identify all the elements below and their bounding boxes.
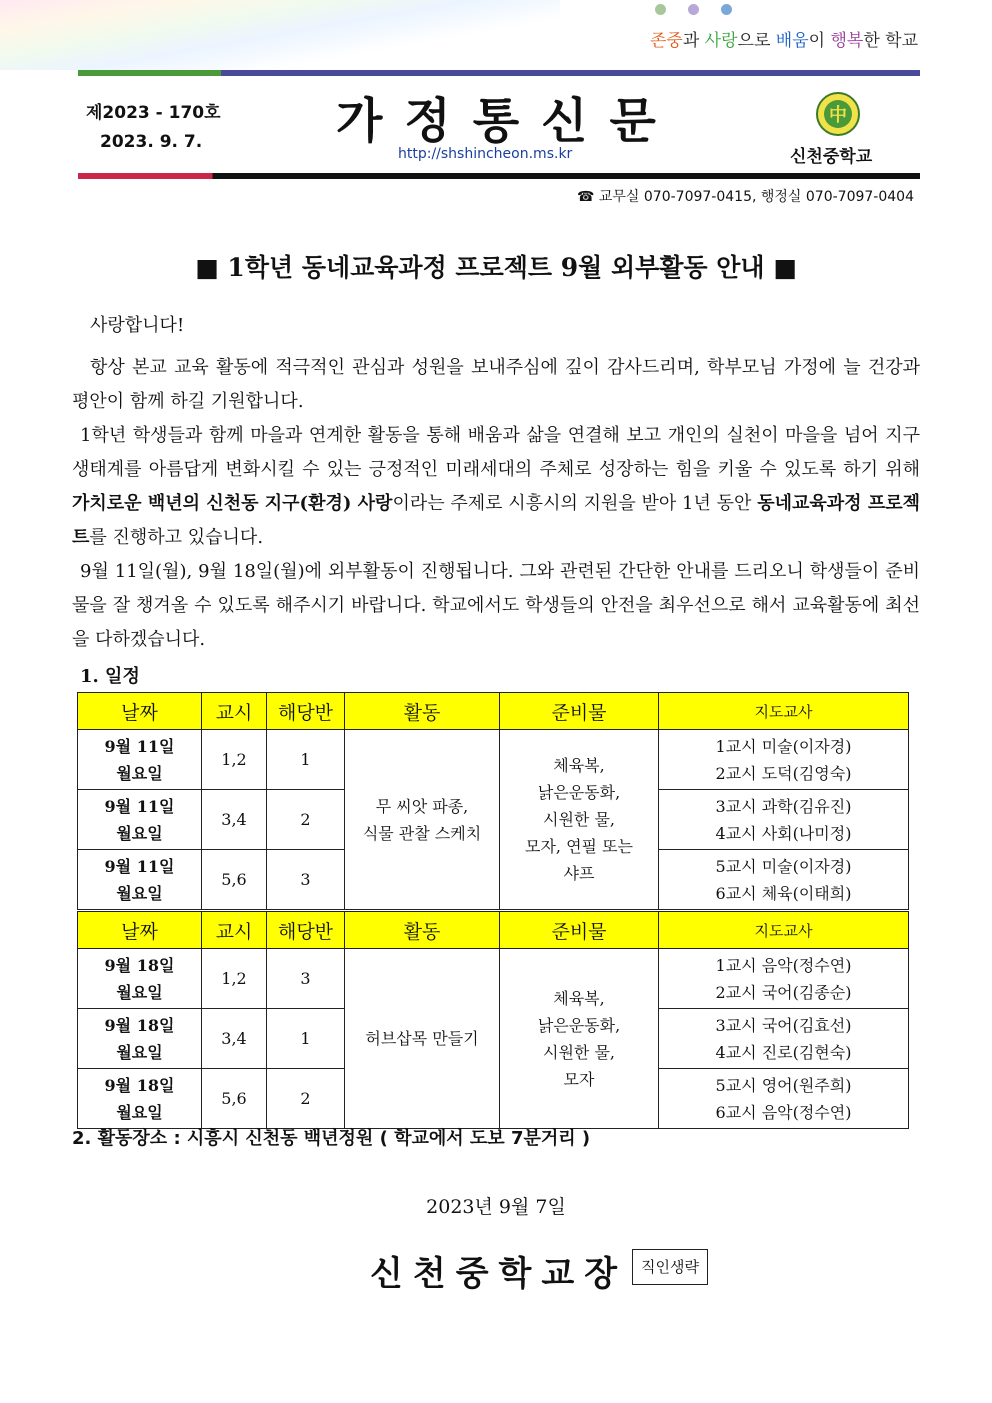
teacher-cell: 3교시 과학(김유진) 4교시 사회(나미정) — [659, 790, 909, 850]
dot-purple — [688, 4, 699, 15]
paragraph-2-text-e: 를 진행하고 있습니다. — [89, 527, 264, 548]
logo-char: 中 — [829, 105, 847, 126]
paragraph-2 — [72, 419, 920, 555]
period-cell: 5,6 — [202, 850, 267, 910]
seal-omitted-box: 직인생략 — [632, 1249, 708, 1285]
table-header-row — [78, 912, 909, 949]
slogan-segment: 과 — [682, 31, 705, 51]
schedule-table-1 — [77, 692, 909, 910]
activity-cell: 무 씨앗 파종, 식물 관찰 스케치 — [345, 730, 500, 910]
header-date: 날짜 — [78, 912, 202, 949]
class-cell: 1 — [267, 730, 345, 790]
period-cell: 1,2 — [202, 730, 267, 790]
slogan-segment: 사랑 — [704, 31, 738, 51]
notice-title: ■ 1학년 동네교육과정 프로젝트 9월 외부활동 안내 ■ — [195, 253, 797, 282]
paragraph-2-theme: 가치로운 백년의 신천동 지구(환경) 사랑 — [72, 493, 393, 514]
date-cell: 9월 18일 월요일 — [78, 1009, 202, 1069]
header-activity: 활동 — [345, 912, 500, 949]
phone-icon: ☎ — [576, 189, 595, 205]
section-location: 2. 활동장소 : 시흥시 신천동 백년정원 ( 학교에서 도보 7분거리 ) — [72, 1128, 591, 1149]
school-logo-icon — [816, 92, 860, 136]
teacher-cell: 1교시 미술(이자경) 2교시 도덕(김영숙) — [659, 730, 909, 790]
period-cell: 3,4 — [202, 1009, 267, 1069]
class-cell: 3 — [267, 949, 345, 1009]
slogan-segment: 행복 — [830, 31, 864, 51]
header-decoration — [0, 0, 560, 70]
teacher-cell: 5교시 미술(이자경) 6교시 체육(이태희) — [659, 850, 909, 910]
header-top-bar — [78, 70, 920, 76]
date-cell: 9월 11일 월요일 — [78, 730, 202, 790]
issue-date: 2023. 9. 7. — [100, 132, 203, 152]
class-cell: 2 — [267, 790, 345, 850]
supplies-cell: 체육복, 낡은운동화, 시원한 물, 모자 — [500, 949, 659, 1129]
header-class: 해당반 — [267, 693, 345, 730]
header-period: 교시 — [202, 912, 267, 949]
slogan-segment: 존중 — [649, 31, 683, 51]
greeting: 사랑합니다! — [90, 315, 185, 336]
date-cell: 9월 11일 월요일 — [78, 790, 202, 850]
table-row — [78, 730, 909, 790]
paragraph-2-text-c: 이라는 주제로 시흥시의 지원을 받아 1년 동안 — [392, 493, 758, 514]
date-cell: 9월 18일 월요일 — [78, 949, 202, 1009]
teacher-cell: 1교시 음악(정수연) 2교시 국어(김종순) — [659, 949, 909, 1009]
header-supplies: 준비물 — [500, 912, 659, 949]
class-cell: 1 — [267, 1009, 345, 1069]
dot-green — [655, 4, 666, 15]
slogan-segment: 배움 — [775, 31, 809, 51]
table-row — [78, 949, 909, 1009]
principal-name: 신천중학교장 — [370, 1254, 628, 1294]
contact-text: 교무실 070-7097-0415, 행정실 070-7097-0404 — [598, 189, 914, 205]
masthead-title: 가정통신문 — [336, 93, 678, 149]
date-cell: 9월 11일 월요일 — [78, 850, 202, 910]
class-cell: 3 — [267, 850, 345, 910]
school-name: 신천중학교 — [790, 147, 873, 167]
slogan-segment: 이 — [808, 31, 831, 51]
paragraph-2-text-a: 1학년 학생들과 함께 마을과 연계한 활동을 통해 배움과 삶을 연결해 보고 개인의 실천이 마을을 넘어 지구 생태계를 아름답게 변화시킬 수 있는 긍정적인 미래세대의 주체로 성장하는 힘을 키울 수 있도록 하기 위해 — [72, 425, 920, 480]
paragraph-2-project: 동네교육과정 프로젝트 — [72, 493, 920, 548]
slogan-segment: 으로 — [737, 31, 776, 51]
school-url[interactable]: http://shshincheon.ms.kr — [398, 146, 573, 162]
contact-info — [577, 186, 914, 206]
school-slogan — [650, 26, 918, 51]
period-cell: 5,6 — [202, 1069, 267, 1129]
section-schedule: 1. 일정 — [80, 666, 140, 687]
issue-number: 제2023 - 170호 — [86, 103, 221, 123]
class-cell: 2 — [267, 1069, 345, 1129]
header-date: 날짜 — [78, 693, 202, 730]
date-cell: 9월 18일 월요일 — [78, 1069, 202, 1129]
slogan-segment: 한 학교 — [863, 31, 918, 51]
header-teacher: 지도교사 — [659, 693, 909, 730]
period-cell: 3,4 — [202, 790, 267, 850]
header-activity: 활동 — [345, 693, 500, 730]
signature-date: 2023년 9월 7일 — [426, 1196, 566, 1218]
header-class: 해당반 — [267, 912, 345, 949]
schedule-table-2 — [77, 911, 909, 1129]
table-header-row — [78, 693, 909, 730]
header-supplies: 준비물 — [500, 693, 659, 730]
paragraph-1: 항상 본교 교육 활동에 적극적인 관심과 성원을 보내주심에 깊이 감사드리며, 학부모님 가정에 늘 건강과 평안이 함께 하길 기원합니다. — [72, 357, 920, 412]
header-period: 교시 — [202, 693, 267, 730]
teacher-cell: 3교시 국어(김효선) 4교시 진로(김현숙) — [659, 1009, 909, 1069]
header-dots — [655, 0, 754, 19]
supplies-cell: 체육복, 낡은운동화, 시원한 물, 모자, 연필 또는 샤프 — [500, 730, 659, 910]
paragraph-3: 9월 11일(월), 9월 18일(월)에 외부활동이 진행됩니다. 그와 관련된 간단한 안내를 드리오니 학생들이 준비물을 잘 챙겨올 수 있도록 해주시기 바랍니다. 학교에서도 학생들의 안전을 최우선으로 해서 교육활동에 최선을 다하겠습니다. — [72, 561, 920, 650]
header-teacher: 지도교사 — [659, 912, 909, 949]
header-bottom-bar — [78, 173, 920, 179]
dot-blue — [721, 4, 732, 15]
teacher-cell: 5교시 영어(원주희) 6교시 음악(정수연) — [659, 1069, 909, 1129]
activity-cell: 허브삽목 만들기 — [345, 949, 500, 1129]
period-cell: 1,2 — [202, 949, 267, 1009]
